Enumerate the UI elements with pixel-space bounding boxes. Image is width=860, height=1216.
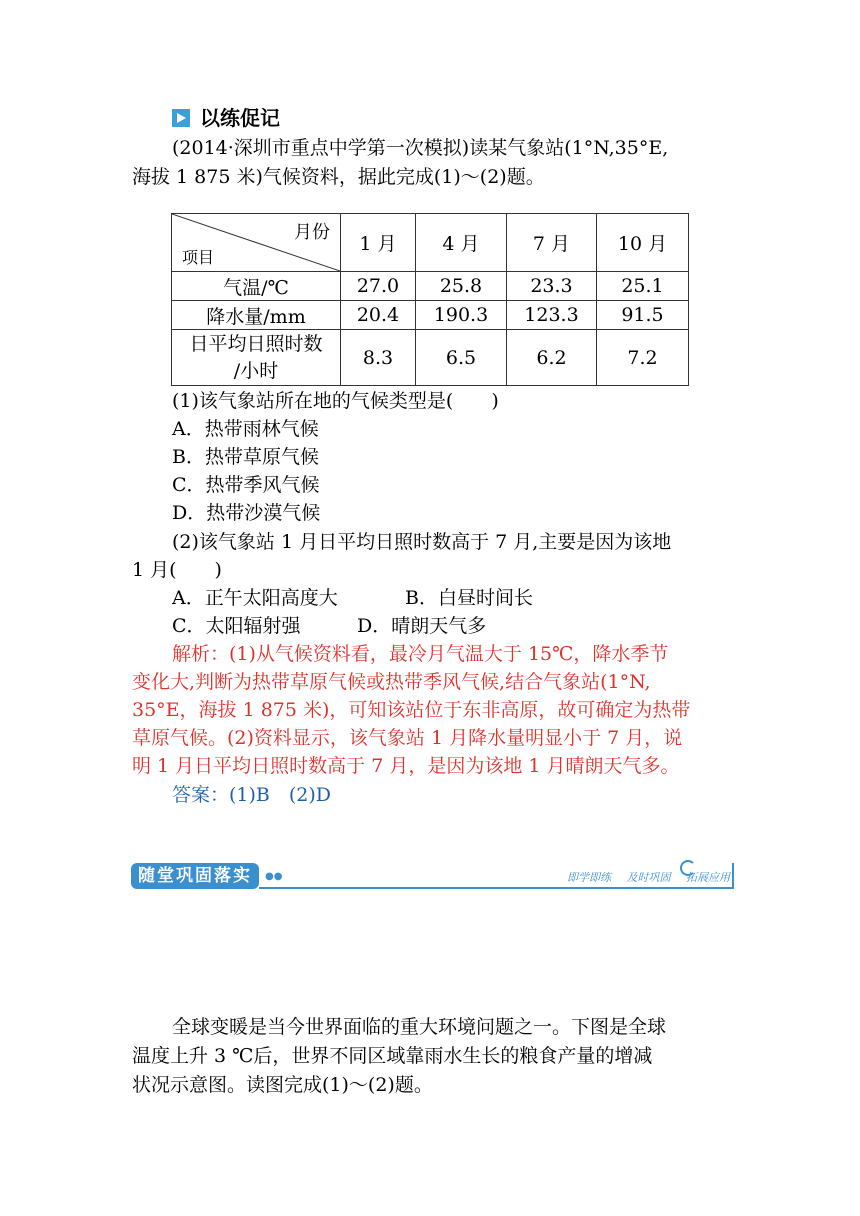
analysis-line-3: 35°E，海拔 1 875 米)，可知该站位于东非高原，故可确定为热带: [132, 699, 691, 721]
q2-stem-line-1: (2)该气象站 1 月日平均日照时数高于 7 月,主要是因为该地: [172, 531, 672, 553]
row-label: [172, 330, 341, 386]
analysis-line-1: 解析：(1)从气候资料看，最冷月气温大于 15℃，降水季节: [172, 643, 669, 665]
table-cell: 23.3: [507, 272, 597, 301]
row-label-line: /小时: [233, 359, 279, 382]
table-cell: 123.3: [507, 301, 597, 330]
q2-option-b: B．白昼时间长: [405, 587, 533, 609]
table-cell: 91.5: [597, 301, 689, 330]
intro-line-2: 海拔 1 875 米)气候资料，据此完成(1)～(2)题。: [132, 166, 545, 188]
q1-option-b: B．热带草原气候: [172, 446, 319, 468]
table-cell: 25.8: [416, 272, 507, 301]
q2-stem-line-2: 1 月( ): [132, 559, 222, 581]
table-cell: 25.1: [597, 272, 689, 301]
col-header: 1 月: [341, 214, 416, 272]
table-row: [172, 301, 689, 330]
table-cell: 7.2: [597, 330, 689, 386]
row-label-line: 日平均日照时数: [189, 332, 323, 355]
analysis-line-2: 变化大,判断为热带草原气候或热带季风气候,结合气象站(1°N,: [132, 671, 651, 693]
climate-table: [171, 213, 689, 386]
q1-option-c: C．热带季风气候: [172, 474, 320, 496]
dots-icon: ●●: [265, 871, 283, 882]
table-cell: 190.3: [416, 301, 507, 330]
row-label: 气温/℃: [172, 272, 341, 301]
q2-option-c: C．太阳辐射强: [172, 615, 301, 637]
section-banner: [131, 863, 734, 891]
banner-tagline: 即学即练 及时巩固 拓展应用: [567, 871, 730, 884]
banner-rule: [259, 887, 734, 889]
table-row: [172, 272, 689, 301]
corner-label-item: 项目: [182, 248, 215, 267]
answer-line: 答案：(1)B (2)D: [172, 784, 332, 806]
col-header: 4 月: [416, 214, 507, 272]
q2-option-d: D．晴朗天气多: [357, 615, 487, 637]
play-triangle-icon: [172, 109, 190, 127]
row-label: 降水量/mm: [172, 301, 341, 330]
table-corner-cell: [172, 214, 341, 272]
section-header: [172, 102, 280, 131]
table-cell: 27.0: [341, 272, 416, 301]
banner-divider: [732, 863, 734, 889]
passage-line-3: 状况示意图。读图完成(1)～(2)题。: [132, 1074, 433, 1096]
intro-line-1: (2014·深圳市重点中学第一次模拟)读某气象站(1°N,35°E,: [172, 137, 669, 159]
q1-option-a: A．热带雨林气候: [172, 418, 319, 440]
q1-option-d: D．热带沙漠气候: [172, 502, 321, 524]
q1-stem: (1)该气象站所在地的气候类型是( ): [172, 390, 499, 412]
table-cell: 8.3: [341, 330, 416, 386]
table-cell: 6.5: [416, 330, 507, 386]
passage-line-1: 全球变暖是当今世界面临的重大环境问题之一。下图是全球: [172, 1016, 667, 1038]
table-cell: 20.4: [341, 301, 416, 330]
table-cell: 6.2: [507, 330, 597, 386]
analysis-line-5: 明 1 月日平均日照时数高于 7 月，是因为该地 1 月晴朗天气多。: [132, 755, 680, 777]
col-header: 10 月: [597, 214, 689, 272]
corner-label-month: 月份: [294, 222, 330, 243]
section-header-text: 以练促记: [200, 106, 280, 130]
analysis-line-4: 草原气候。(2)资料显示，该气象站 1 月降水量明显小于 7 月，说: [132, 727, 683, 749]
q2-option-a: A．正午太阳高度大: [172, 587, 338, 609]
col-header: 7 月: [507, 214, 597, 272]
passage-line-2: 温度上升 3 ℃后，世界不同区域靠雨水生长的粮食产量的增减: [132, 1045, 653, 1067]
table-row: [172, 330, 689, 386]
banner-title: 随堂巩固落实: [131, 863, 259, 889]
